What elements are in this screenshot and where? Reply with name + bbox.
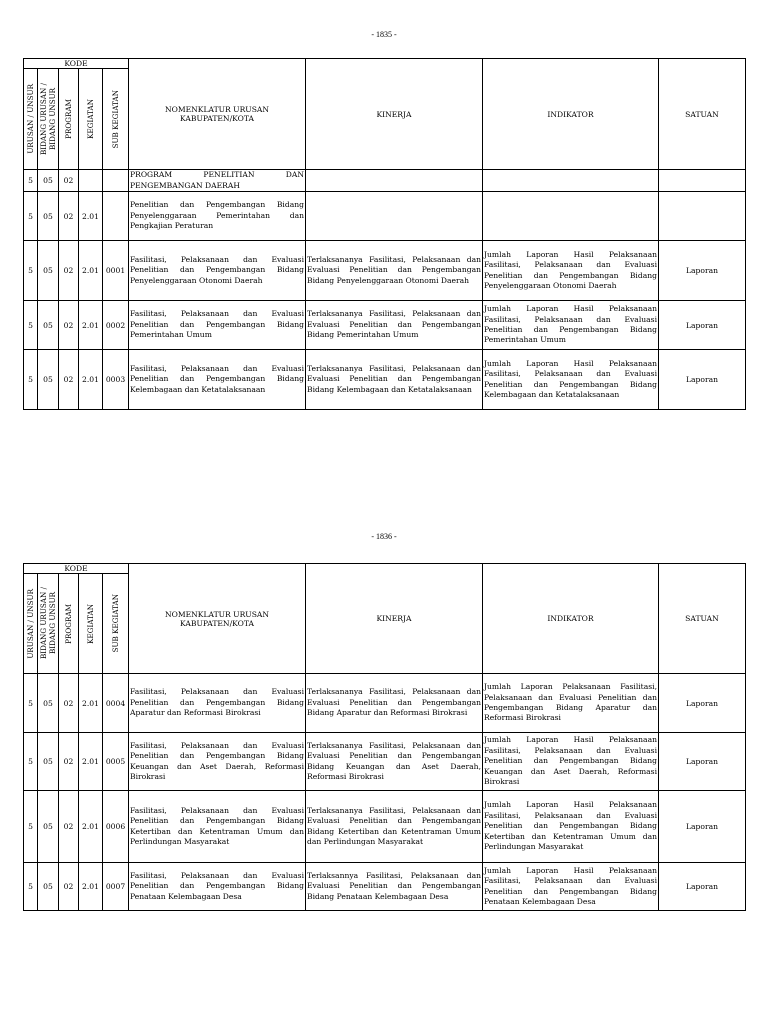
kegiatan-header: KEGIATAN [86, 99, 95, 139]
table-row [24, 350, 746, 410]
nomenclature-table [23, 563, 746, 911]
kinerja-cell [306, 192, 483, 241]
kinerja-cell: Terlaksananya Fasilitasi, Pelaksanaan dan Evaluasi Penelitian dan Pengembangan Bidang Kelembagaan dan Ketatalaksanaan [306, 350, 483, 410]
satuan-cell [659, 192, 746, 241]
kinerja-cell: Terlaksananya Fasilitasi, Pelaksanaan dan Evaluasi Penelitian dan Pengembangan Bidang Pemerintahan Umum [306, 301, 483, 350]
kinerja-cell: Terlaksananya Fasilitasi, Pelaksanaan dan Evaluasi Penelitian dan Pengembangan Bidang Keuangan dan Aset Daerah, Reformasi Birokrasi [306, 733, 483, 791]
page-number: - 1836 - [371, 532, 397, 541]
sub-kegiatan-header: SUB KEGIATAN [111, 594, 120, 653]
satuan-cell [659, 170, 746, 192]
sub-kegiatan-header: SUB KEGIATAN [111, 89, 120, 149]
program-header: PROGRAM [64, 603, 73, 644]
code-program: 02 [59, 350, 79, 410]
satuan-header: SATUAN [659, 59, 746, 170]
program-header: PROGRAM [64, 99, 73, 139]
indikator-header: INDIKATOR [483, 59, 659, 170]
code-kegiatan: 2.01 [79, 301, 103, 350]
indikator-cell: Jumlah Laporan Hasil Pelaksanaan Fasilitasi, Pelaksanaan dan Evaluasi Penelitian dan Pengembangan Bidang Penyelenggaraan Otonomi Daerah [483, 241, 659, 301]
code-program: 02 [59, 301, 79, 350]
code-urusan: 5 [24, 241, 38, 301]
table-row [24, 674, 746, 733]
code-kegiatan: 2.01 [79, 192, 103, 241]
nomenklatur-cell: Fasilitasi, Pelaksanaan dan Evaluasi Penelitian dan Pengembangan Bidang Kelembagaan dan Ketatalaksanaan [129, 350, 306, 410]
table-row [24, 301, 746, 350]
kinerja-cell [306, 170, 483, 192]
code-program: 02 [59, 733, 79, 791]
table-row [24, 733, 746, 791]
code-urusan: 5 [24, 301, 38, 350]
indikator-cell [483, 170, 659, 192]
nomenklatur-header: NOMENKLATUR URUSAN KABUPATEN/KOTA [129, 564, 306, 674]
page-number: - 1835 - [371, 30, 397, 39]
bidang-header: BIDANG URUSAN / BIDANG UNSUR [39, 82, 57, 156]
satuan-cell: Laporan [659, 733, 746, 791]
table-row [24, 170, 746, 192]
code-kegiatan: 2.01 [79, 674, 103, 733]
nomenklatur-cell: Fasilitasi, Pelaksanaan dan Evaluasi Penelitian dan Pengembangan Bidang Penataan Kelembagaan Desa [129, 863, 306, 911]
code-sub-kegiatan: 0006 [103, 791, 129, 863]
code-sub-kegiatan [103, 192, 129, 241]
code-kegiatan: 2.01 [79, 791, 103, 863]
kode-header: KODE [24, 564, 129, 574]
nomenklatur-cell: Fasilitasi, Pelaksanaan dan Evaluasi Penelitian dan Pengembangan Bidang Keuangan dan Aset Daerah, Reformasi Birokrasi [129, 733, 306, 791]
code-bidang: 05 [38, 192, 59, 241]
nomenklatur-cell: Fasilitasi, Pelaksanaan dan Evaluasi Penelitian dan Pengembangan Bidang Pemerintahan Umum [129, 301, 306, 350]
code-kegiatan: 2.01 [79, 241, 103, 301]
indikator-cell: Jumlah Laporan Hasil Pelaksanaan Fasilitasi, Pelaksanaan dan Evaluasi Penelitian dan Pengembangan Bidang Kelembagaan dan Ketatalaksanaan [483, 350, 659, 410]
code-kegiatan: 2.01 [79, 863, 103, 911]
code-program: 02 [59, 791, 79, 863]
code-sub-kegiatan: 0007 [103, 863, 129, 911]
satuan-cell: Laporan [659, 863, 746, 911]
code-bidang: 05 [38, 301, 59, 350]
code-urusan: 5 [24, 674, 38, 733]
urusan-header: URUSAN / UNSUR [26, 84, 35, 154]
code-program: 02 [59, 192, 79, 241]
table-row [24, 192, 746, 241]
code-urusan: 5 [24, 192, 38, 241]
code-kegiatan: 2.01 [79, 350, 103, 410]
kinerja-cell: Terlaksannya Fasilitasi, Pelaksanaan dan Evaluasi Penelitian dan Pengembangan Bidang Penataan Kelembagaan Desa [306, 863, 483, 911]
satuan-cell: Laporan [659, 791, 746, 863]
code-program: 02 [59, 674, 79, 733]
code-sub-kegiatan: 0002 [103, 301, 129, 350]
nomenklatur-cell: PROGRAM PENELITIAN DAN PENGEMBANGAN DAERAH [130, 170, 304, 190]
satuan-cell: Laporan [659, 241, 746, 301]
indikator-cell: Jumlah Laporan Hasil Pelaksanaan Fasilitasi, Pelaksanaan dan Evaluasi Penelitian dan Pengembangan Bidang Penataan Kelembagaan Desa [483, 863, 659, 911]
code-bidang: 05 [38, 863, 59, 911]
code-bidang: 05 [38, 791, 59, 863]
code-bidang: 05 [38, 350, 59, 410]
code-kegiatan [79, 170, 103, 192]
code-program: 02 [59, 170, 79, 192]
kegiatan-header: KEGIATAN [86, 603, 95, 644]
code-bidang: 05 [38, 241, 59, 301]
kinerja-cell: Terlaksananya Fasilitasi, Pelaksanaan dan Evaluasi Penelitian dan Pengembangan Bidang Aparatur dan Reformasi Birokrasi [306, 674, 483, 733]
code-urusan: 5 [24, 170, 38, 192]
code-kegiatan: 2.01 [79, 733, 103, 791]
code-sub-kegiatan: 0004 [103, 674, 129, 733]
kinerja-header: KINERJA [306, 59, 483, 170]
indikator-cell: Jumlah Laporan Hasil Pelaksanaan Fasilitasi, Pelaksanaan dan Evaluasi Penelitian dan Pengembangan Bidang Pemerintahan Umum [483, 301, 659, 350]
nomenclature-table [23, 58, 746, 410]
satuan-cell: Laporan [659, 301, 746, 350]
kode-header: KODE [24, 59, 129, 69]
nomenklatur-header: NOMENKLATUR URUSAN KABUPATEN/KOTA [129, 59, 306, 170]
nomenklatur-cell: Fasilitasi, Pelaksanaan dan Evaluasi Penelitian dan Pengembangan Bidang Penyelenggaraan Otonomi Daerah [129, 241, 306, 301]
bidang-header: BIDANG URUSAN / BIDANG UNSUR [39, 587, 57, 660]
code-bidang: 05 [38, 170, 59, 192]
code-program: 02 [59, 863, 79, 911]
code-urusan: 5 [24, 733, 38, 791]
urusan-header: URUSAN / UNSUR [26, 588, 35, 659]
satuan-header: SATUAN [659, 564, 746, 674]
table-row [24, 791, 746, 863]
code-bidang: 05 [38, 674, 59, 733]
table-row [24, 863, 746, 911]
indikator-header: INDIKATOR [483, 564, 659, 674]
kinerja-cell: Terlaksananya Fasilitasi, Pelaksanaan dan Evaluasi Penelitian dan Pengembangan Bidang Ketertiban dan Ketentraman Umum dan Perlindungan Masyarakat [306, 791, 483, 863]
code-sub-kegiatan: 0005 [103, 733, 129, 791]
satuan-cell: Laporan [659, 674, 746, 733]
code-sub-kegiatan [103, 170, 129, 192]
indikator-cell: Jumlah Laporan Hasil Pelaksanaan Fasilitasi, Pelaksanaan dan Evaluasi Penelitian dan Pengembangan Bidang Ketertiban dan Ketentraman Umum dan Perlindungan Masyarakat [483, 791, 659, 863]
code-urusan: 5 [24, 863, 38, 911]
code-sub-kegiatan: 0003 [103, 350, 129, 410]
code-urusan: 5 [24, 350, 38, 410]
nomenklatur-cell: Fasilitasi, Pelaksanaan dan Evaluasi Penelitian dan Pengembangan Bidang Ketertiban dan Ketentraman Umum dan Perlindungan Masyarakat [129, 791, 306, 863]
table-row [24, 241, 746, 301]
satuan-cell: Laporan [659, 350, 746, 410]
indikator-cell: Jumlah Laporan Pelaksanaan Fasilitasi, Pelaksanaan dan Evaluasi Penelitian dan Pengembangan Bidang Aparatur dan Reformasi Birokrasi [483, 674, 659, 733]
indikator-cell: Jumlah Laporan Hasil Pelaksanaan Fasilitasi, Pelaksanaan dan Evaluasi Penelitian dan Pengembangan Bidang Keuangan dan Aset Daerah, Reformasi Birokrasi [483, 733, 659, 791]
code-bidang: 05 [38, 733, 59, 791]
nomenklatur-cell: Fasilitasi, Pelaksanaan dan Evaluasi Penelitian dan Pengembangan Bidang Aparatur dan Reformasi Birokrasi [129, 674, 306, 733]
kinerja-cell: Terlaksananya Fasilitasi, Pelaksanaan dan Evaluasi Penelitian dan Pengembangan Bidang Penyelenggaraan Otonomi Daerah [306, 241, 483, 301]
indikator-cell [483, 192, 659, 241]
nomenklatur-cell: Penelitian dan Pengembangan Bidang Penyelenggaraan Pemerintahan dan Pengkajian Peraturan [129, 192, 306, 241]
code-urusan: 5 [24, 791, 38, 863]
code-program: 02 [59, 241, 79, 301]
code-sub-kegiatan: 0001 [103, 241, 129, 301]
kinerja-header: KINERJA [306, 564, 483, 674]
